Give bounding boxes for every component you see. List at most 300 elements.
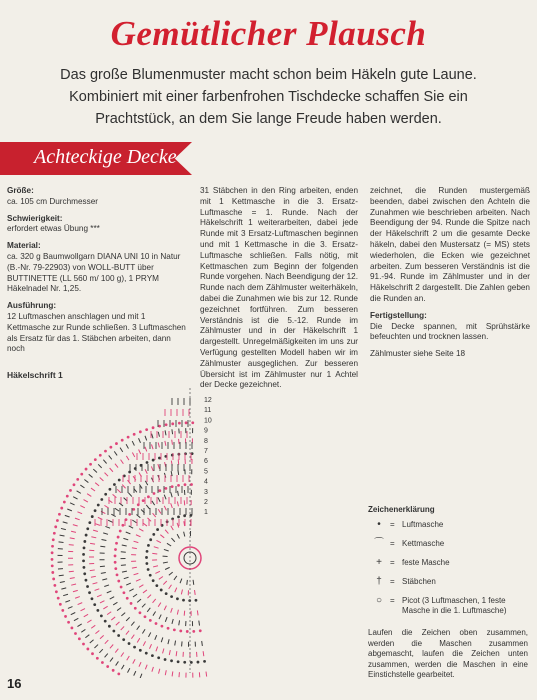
chain-stitch-mark [153,492,156,495]
legend-row [368,596,528,620]
chain-stitch-mark [185,421,188,424]
double-crochet-mark [159,576,163,579]
double-crochet-mark [158,442,159,447]
chain-stitch-mark [177,484,180,487]
double-crochet-mark [152,667,154,672]
chain-stitch-mark [190,483,193,486]
chain-stitch-mark [117,634,120,637]
double-crochet-mark [117,608,121,611]
double-crochet-mark [85,635,89,638]
chain-stitch-mark [147,544,150,547]
chain-stitch-mark [85,579,88,582]
chain-stitch-mark [165,423,168,426]
material-label: Material: [7,241,41,251]
chain-stitch-mark [121,439,124,442]
chain-stitch-mark [113,483,116,486]
double-crochet-mark [158,464,160,469]
chain-stitch-mark [161,625,164,628]
double-crochet-mark [164,495,166,500]
double-crochet-mark [139,438,141,443]
chain-stitch-mark [64,615,67,618]
intro-line: Prachtstück, an dem Sie lange Freude haben werden. [95,111,442,127]
double-crochet-mark [139,662,141,667]
chain-stitch-mark [83,572,86,575]
chain-stitch-mark [147,495,150,498]
chain-stitch-mark [114,561,117,564]
chain-stitch-mark [120,586,123,589]
double-crochet-mark [74,618,78,620]
chain-stitch-mark [152,533,155,536]
chain-stitch-mark [54,525,57,528]
chain-stitch-mark [178,422,181,425]
double-crochet-mark [93,530,98,531]
chain-stitch-mark [128,513,131,516]
chain-stitch-mark [66,495,69,498]
double-crochet-mark [153,566,158,567]
double-crochet-mark [152,501,155,505]
double-crochet-mark [154,547,159,549]
chain-stitch-mark [85,468,88,471]
chain-stitch-mark [88,521,91,524]
double-crochet-mark [124,577,129,579]
legend-label: Kettmasche [402,539,445,548]
finishing-value: Die Decke spannen, mit Sprühstärke befeuchten und trocknen lassen. [370,321,530,342]
double-crochet-mark [165,617,167,622]
double-crochet-mark [153,599,156,603]
chain-stitch-mark [118,479,121,482]
chain-stitch-mark [89,463,92,466]
double-crochet-mark [77,512,82,514]
chain-stitch-mark [195,599,198,602]
double-crochet-mark [68,607,73,609]
double-crochet-mark [110,645,113,649]
double-crochet-mark [103,533,108,534]
double-crochet-mark [164,606,166,610]
double-crochet-mark [94,645,98,648]
double-crochet-mark [59,542,64,543]
double-crochet-mark [155,635,157,640]
double-crochet-mark [63,522,68,523]
chain-stitch-mark [85,534,88,537]
chain-stitch-mark [156,528,159,531]
double-crochet-mark [84,500,88,502]
double-crochet-mark [147,595,151,598]
chain-stitch-mark [203,660,206,663]
legend-label: Picot (3 Luftmaschen, 1 feste Masche in die 1. Luftmasche) [402,596,507,615]
double-crochet-mark [98,517,103,519]
double-crochet-mark [111,617,115,620]
chain-stitch-mark [114,567,117,570]
row-number-label: 5 [204,468,208,476]
double-crochet-mark [91,488,95,491]
chain-stitch-mark [179,630,182,633]
double-crochet-mark [107,612,111,615]
double-crochet-mark [160,535,164,538]
chain-stitch-mark [139,611,142,614]
double-crochet-mark [61,588,66,589]
legend-row [368,520,528,539]
legend-label: Stäbchen [402,577,436,586]
chain-stitch-mark [146,461,149,464]
double-crochet-mark [129,526,133,528]
double-crochet-mark [93,469,97,472]
double-crochet-mark [145,665,147,670]
double-crochet-mark [206,672,207,677]
double-crochet-mark [164,549,169,551]
double-crochet-mark [105,526,110,528]
row-number-label: 9 [204,427,208,435]
chain-stitch-mark [149,538,152,541]
double-crochet-mark [126,444,128,448]
double-crochet-mark [65,600,70,602]
double-crochet-mark [100,635,104,638]
chain-stitch-mark [112,630,115,633]
chain-stitch-mark [55,590,58,593]
chain-stitch-mark [160,589,163,592]
double-crochet-mark [95,483,99,486]
double-crochet-mark [199,621,200,626]
chain-stitch-mark [191,421,194,424]
double-crochet-mark [163,581,167,585]
double-crochet-mark [172,429,173,434]
double-crochet-mark [165,670,166,675]
double-crochet-mark [140,674,142,678]
double-crochet-mark [177,610,178,615]
double-crochet-mark [90,543,95,544]
double-crochet-mark [176,651,177,656]
double-crochet-mark [114,451,117,455]
double-crochet-mark [158,432,159,437]
double-crochet-mark [84,614,88,616]
double-crochet-mark [95,589,100,591]
chain-stitch-mark [133,433,136,436]
double-crochet-mark [127,668,129,672]
double-crochet-mark [65,515,70,517]
double-crochet-mark [148,632,150,636]
chain-stitch-mark [147,568,150,571]
chain-stitch-icon: • [377,519,381,530]
double-crochet-mark [132,520,136,523]
double-crochet-mark [139,585,143,588]
double-crochet-mark [178,491,179,496]
chain-stitch-mark [57,597,60,600]
chain-stitch-mark [76,478,79,481]
difficulty-label: Schwierigkeit: [7,213,63,223]
chain-stitch-mark [171,422,174,425]
double-crochet-mark [109,455,112,459]
instructions-block [7,301,189,355]
double-crochet-mark [146,505,149,509]
chain-stitch-mark [170,595,173,598]
chain-stitch-mark [186,630,189,633]
double-crochet-mark [171,526,174,530]
chain-stitch-mark [100,614,103,617]
row-number-label: 6 [204,458,208,466]
chain-stitch-mark [177,515,180,518]
chain-stitch-mark [132,508,135,511]
row-number-label: 11 [204,407,212,415]
chain-stitch-mark [127,436,130,439]
double-crochet-mark [110,468,113,472]
double-crochet-mark [60,535,65,536]
chain-stitch-mark [104,493,107,496]
double-crochet-mark [159,669,160,674]
material-value: ca. 320 g Baumwollgarn DIANA UNI 10 in Natur (B.-Nr. 79-22903) von WOLL-BUTT über BUTTINETTE (LL 560 m/ 100 g), 1 PRYM Häkelnadel Nr. 1,25. [7,251,181,294]
double-crochet-mark [115,649,118,653]
double-crochet-mark [132,567,137,568]
chain-stitch-mark [117,536,120,539]
legend-row [368,558,528,577]
legend-equals: = [390,539,395,548]
double-crochet-mark [137,626,140,630]
double-crochet-mark [134,671,136,676]
double-crochet-mark [100,601,104,603]
double-crochet-mark [171,492,172,497]
row-number-label: 10 [204,417,212,425]
chain-stitch-mark [82,559,85,562]
chain-stitch-mark [88,591,91,594]
double-crochet-mark [110,658,113,662]
chain-stitch-mark [73,483,76,486]
double-crochet-mark [163,562,168,563]
chain-stitch-mark [158,489,161,492]
double-crochet-mark [158,497,160,501]
double-crochet-mark [73,590,78,591]
double-crochet-mark [145,469,147,473]
double-crochet-mark [156,647,158,652]
double-crochet-mark [101,572,106,573]
chain-stitch-mark [91,515,94,518]
chain-stitch-mark [115,442,118,445]
double-crochet-mark [187,580,188,585]
chain-stitch-mark [139,649,142,652]
double-crochet-mark [181,589,182,594]
chain-stitch-mark [115,542,118,545]
double-crochet-mark [107,591,112,593]
double-crochet-mark [178,460,179,465]
double-crochet-mark [98,464,101,468]
double-crochet-mark [59,575,64,576]
chain-stitch-mark [82,643,85,646]
chain-stitch-mark [83,566,86,569]
double-crochet-mark [177,534,179,538]
double-crochet-mark [97,595,102,597]
intro-line: Das große Blumenmuster macht schon beim Häkeln gute Laune. [60,67,477,83]
double-crochet-mark [126,456,129,460]
double-crochet-mark [95,630,99,633]
double-crochet-mark [105,640,108,644]
double-crochet-mark [71,531,76,532]
row-number-label: 2 [204,499,208,506]
chain-stitch-mark [67,621,70,624]
double-crochet-mark [174,576,177,580]
chain-stitch-mark [61,609,64,612]
double-crochet-mark [91,576,96,577]
double-crochet-mark [105,654,108,658]
double-crochet-mark [80,506,84,508]
row-number-label: 1 [204,509,208,517]
chain-stitch-mark [97,504,100,507]
double-crochet-mark [103,606,107,609]
double-crochet-mark [131,635,134,639]
chain-stitch-mark [145,428,148,431]
legend-label: feste Masche [402,558,450,567]
chain-stitch-mark [149,619,152,622]
double-crochet-mark [165,430,166,435]
chain-stitch-mark [96,657,99,660]
chain-stitch-mark [51,565,54,568]
legend-row [368,539,528,558]
double-crochet-mark [87,620,91,623]
double-crochet-mark [139,529,143,532]
double-crochet-mark [126,583,131,585]
double-crochet-mark [113,494,117,497]
chain-stitch-mark [112,669,115,672]
double-crochet-mark [177,501,178,506]
double-crochet-mark [149,644,151,649]
double-crochet-mark [165,441,166,446]
chain-stitch-mark [101,661,104,664]
difficulty-value: erfordert etwas Übung *** [7,224,100,234]
chain-stitch-mark [128,642,131,645]
double-crochet-mark [60,582,65,583]
picot-icon: ○ [375,595,383,606]
double-crochet-mark [77,491,81,494]
chain-stitch-mark [80,473,83,476]
double-crochet-mark [143,523,147,526]
page-title: Gemütlicher Plausch [110,14,427,53]
double-crochet-mark [158,603,161,607]
legend [368,505,528,681]
chain-stitch-mark [117,580,120,583]
chain-stitch-mark [109,446,112,449]
chain-stitch-mark [58,513,61,516]
double-crochet-mark [129,493,132,497]
double-crochet-mark [61,528,66,529]
chain-stitch-mark [59,603,62,606]
double-crochet-mark [143,590,147,593]
double-crochet-mark [63,594,68,595]
chain-stitch-mark [155,584,158,587]
chain-stitch-mark [94,458,97,461]
chain-stitch-mark [149,574,152,577]
double-crochet-mark [90,640,94,643]
row-number-label: 4 [204,478,208,486]
chain-stitch-mark [145,556,148,559]
double-crochet-mark [75,597,80,599]
double-crochet-mark [175,588,177,593]
double-crochet-mark [71,584,76,585]
double-crochet-mark [122,485,125,489]
chain-stitch-mark [94,509,97,512]
double-crochet-mark [158,509,161,513]
double-crochet-mark [131,622,134,626]
chain-stitch-mark [171,485,174,488]
chain-stitch-mark [145,562,148,565]
chain-stitch-mark [114,555,117,558]
chain-stitch-mark [121,524,124,527]
chain-stitch-mark [134,607,137,610]
double-crochet-mark [78,603,83,605]
double-crochet-mark [175,641,176,646]
double-crochet-mark [73,497,77,499]
intro-text [40,64,497,130]
chain-stitch-mark [192,630,195,633]
double-crochet-mark [126,631,129,635]
double-crochet-mark [203,651,204,656]
chain-stitch-mark [184,483,187,486]
double-crochet-mark [132,441,134,445]
double-crochet-mark [193,580,194,585]
column-2 [200,186,358,397]
chain-stitch-mark [152,459,155,462]
double-crochet-mark [139,449,141,454]
double-crochet-mark [117,489,121,492]
double-crochet-mark [152,434,153,439]
double-crochet-mark [69,571,74,572]
chain-stitch-mark [167,627,170,630]
double-crochet-mark [179,620,180,625]
chain-stitch-mark [52,578,55,581]
double-crochet-mark [122,545,127,546]
double-crochet-mark [151,466,153,471]
double-crochet-mark [153,611,156,615]
double-crochet-mark [134,541,139,542]
double-crochet-mark [197,610,198,615]
double-crochet-mark [81,609,85,611]
double-crochet-mark [101,539,106,540]
double-crochet-mark [143,641,145,645]
chain-stitch-mark [104,620,107,623]
chain-stitch-mark [99,454,102,457]
double-crochet-icon: † [376,576,382,587]
double-crochet-mark [136,579,141,581]
double-crochet-mark [73,525,78,526]
section-banner-title: Achteckige Decke [34,146,177,168]
single-crochet-icon: + [376,557,382,568]
chain-stitch-mark [176,597,179,600]
finishing-label: Fertigstellung: [370,310,427,320]
chain-stitch-mark [199,629,202,632]
legend-title: Zeichenerklärung [368,505,435,514]
double-crochet-mark [156,540,160,542]
chain-stitch-mark [183,661,186,664]
chain-stitch-mark [104,450,107,453]
legend-equals: = [390,520,395,529]
chain-stitch-mark [63,501,66,504]
double-crochet-mark [164,506,166,510]
chain-stitch-mark [116,574,119,577]
chain-stitch-mark [128,471,131,474]
intro-line: Kombiniert mit einer farbenfrohen Tischdecke schaffen Sie ein [69,89,468,105]
double-crochet-mark [102,579,107,580]
double-crochet-mark [123,538,128,539]
chain-stitch-mark [52,538,55,541]
double-crochet-mark [177,523,179,528]
chain-stitch-mark [86,585,89,588]
material-block [7,241,189,295]
chain-stitch-mark [74,632,77,635]
double-crochet-mark [133,476,136,480]
double-crochet-mark [171,538,174,542]
chart-reference: Zählmuster siehe Seite 18 [370,349,466,359]
double-crochet-mark [116,622,120,625]
chain-stitch-mark [126,597,129,600]
double-crochet-mark [105,473,109,477]
column-1 [7,186,189,361]
column-3-text: zeichnet, die Runden mustergemäß beenden, dabei zwischen den Achteln die Zunahmen wie beschrieben arbeiten. Nach Beendigung der 94. Runde die Spitze nach der Häkelschrift 2 um die gesamte Decke häkeln, dabei den Mustersatz (= MS) stets wiederholen, die Ecken wie gezeichnet arbeiten. Zum besseren Verständnis ist die 91.-94. Runde im Zählmuster und in der Häkelschrift 2 dargestellt. Die Zahlen geben die Runden an. [370,186,530,303]
chain-stitch-mark [69,489,72,492]
